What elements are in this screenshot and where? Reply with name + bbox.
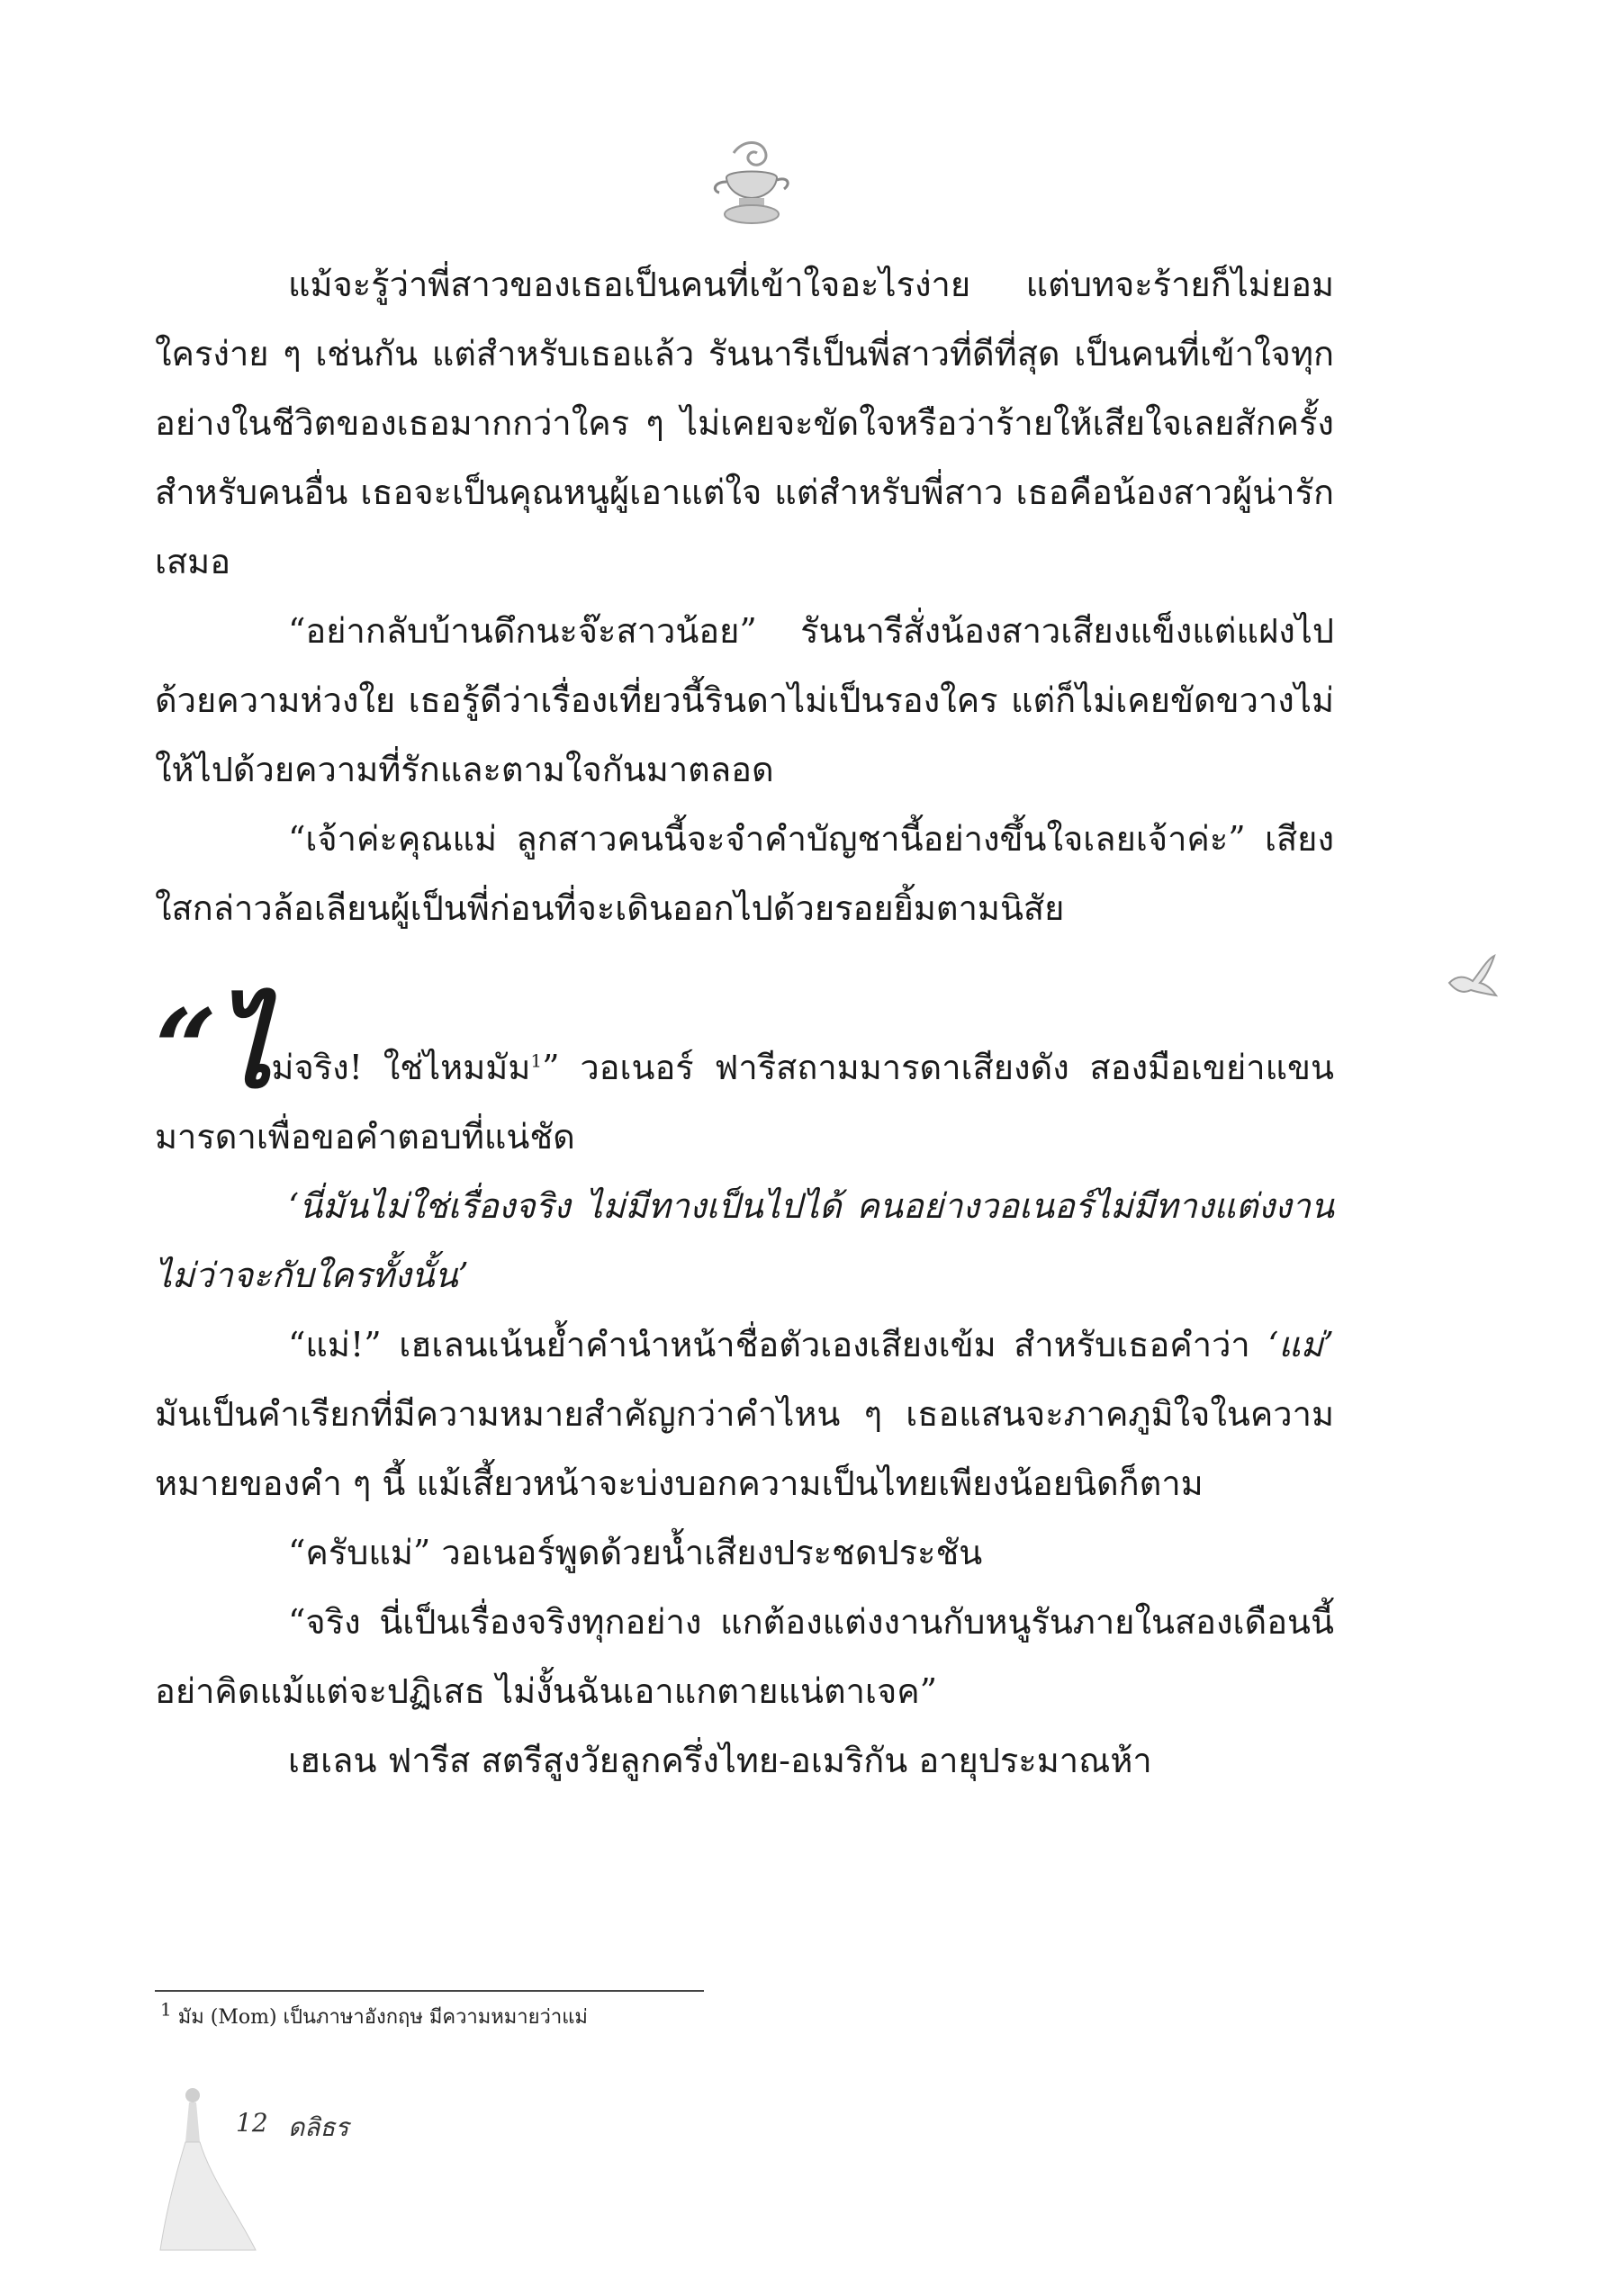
dropcap-open-quote: “ <box>155 986 218 1112</box>
paragraph: “ครับแม่” วอเนอร์พูดด้วยน้ำเสียงประชดประชัน <box>288 1533 983 1572</box>
teapot-lamp-icon <box>707 135 797 230</box>
footnote-number: 1 <box>160 1998 172 2021</box>
paragraph: “จริง นี่เป็นเรื่องจริงทุกอย่าง แกต้องแต่งงานกับหนูรันภายในสองเดือนนี้ อย่าคิดแม้แต่จะปฏิเสธ ไม่งั้นฉันเอาแกตายแน่ตาเจค” <box>155 1602 1334 1711</box>
footnote-text: มัม (Mom) เป็นภาษาอังกฤษ มีความหมายว่าแม่ <box>177 2006 588 2029</box>
paragraph: เฮเลน ฟารีส สตรีสูงวัยลูกครึ่งไทย-อเมริกัน อายุประมาณห้า <box>288 1741 1152 1780</box>
footnote-divider <box>155 1990 704 1992</box>
page-number: 12 <box>236 2108 268 2138</box>
dove-icon <box>1440 947 1503 1010</box>
mae-part-2: มันเป็นคำเรียกที่มีความหมายสำคัญกว่าคำไหน ๆ เธอแสนจะภาคภูมิใจในความหมายของคำ ๆ นี้ แม้เสี้ยวหน้าจะบ่งบอกความเป็นไทยเพียงน้อยนิดก็ตาม <box>155 1394 1334 1503</box>
paragraph: “อย่ากลับบ้านดึกนะจ๊ะสาวน้อย” รันนารีสั่งน้องสาวเสียงแข็งแต่แฝงไปด้วยความห่วงใย เธอรู้ดีว่าเรื่องเที่ยวนี้รินดาไม่เป็นรองใคร แต่ก็ไม่เคยขัดขวางไม่ให้ไปด้วยความที่รักและตามใจกันมาตลอด <box>155 611 1334 789</box>
mae-part-1: “แม่!” เฮเลนเน้นย้ำคำนำหน้าชื่อตัวเองเสียงเข้ม สำหรับเธอคำว่า <box>288 1325 1268 1364</box>
dropcap-paragraph <box>155 986 1335 1172</box>
section-break <box>155 943 1334 1015</box>
dropcap-text-b: ” วอเนอร์ ฟารีสถามมารดาเสียงดัง สองมือเขย่าแขนมารดาเพื่อขอคำตอบที่แน่ชัด <box>155 1048 1335 1157</box>
footnote-ref: 1 <box>530 1049 543 1072</box>
dropcap-letter: ไ <box>217 986 272 1112</box>
bride-figure-icon <box>157 2079 265 2259</box>
dropcap-text-a: ม่จริง! ใช่ไหมมัม <box>271 1048 531 1087</box>
mae-italic: ‘แม่’ <box>1267 1325 1334 1364</box>
body-text <box>155 250 1334 1796</box>
mae-paragraph <box>155 1310 1334 1518</box>
italic-paragraph: ‘นี่มันไม่ใช่เรื่องจริง ไม่มีทางเป็นไปได้ คนอย่างวอเนอร์ไม่มีทางแต่งงาน ไม่ว่าจะกับใครทั้งนั้น’ <box>155 1186 1334 1295</box>
paragraph: แม้จะรู้ว่าพี่สาวของเธอเป็นคนที่เข้าใจอะไรง่าย แต่บทจะร้ายก็ไม่ยอมใครง่าย ๆ เช่นกัน แต่สำหรับเธอแล้ว รันนารีเป็นพี่สาวที่ดีที่สุด เป็นคนที่เข้าใจทุกอย่างในชีวิตของเธอมากกว่าใคร ๆ ไม่เคยจะขัดใจหรือว่าร้ายให้เสียใจเลยสักครั้ง สำหรับคนอื่น เธอจะเป็นคุณหนูผู้เอาแต่ใจ แต่สำหรับพี่สาว เธอคือน้องสาวผู้น่ารักเสมอ <box>155 265 1334 581</box>
footnote <box>160 1998 588 2031</box>
author-name: ดลิธร <box>288 2112 349 2142</box>
paragraph: “เจ้าค่ะคุณแม่ ลูกสาวคนนี้จะจำคำบัญชานี้อย่างขึ้นใจเลยเจ้าค่ะ” เสียงใสกล่าวล้อเลียนผู้เป็นพี่ก่อนที่จะเดินออกไปด้วยรอยยิ้มตามนิสัย <box>155 819 1334 928</box>
